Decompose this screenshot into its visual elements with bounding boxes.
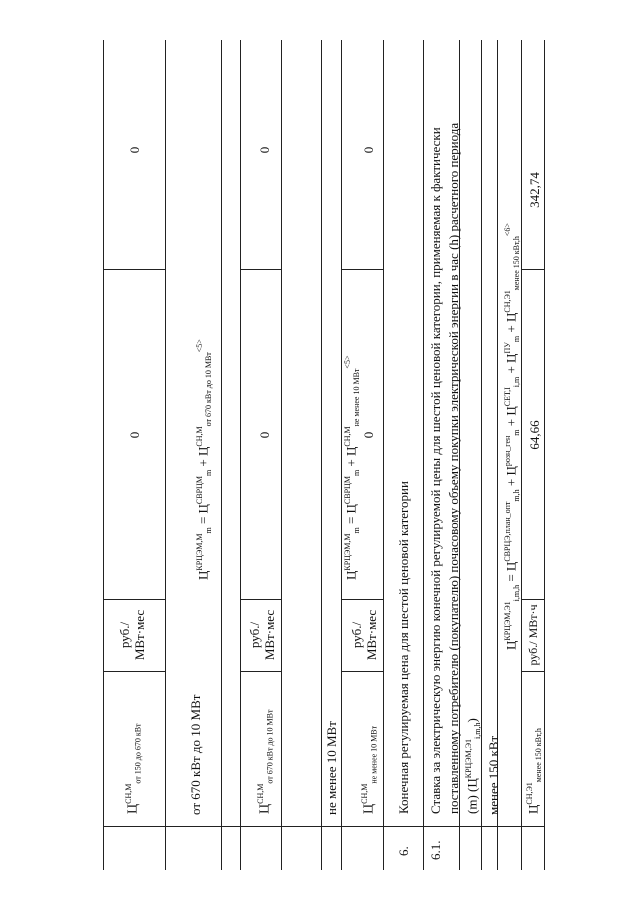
num-column-line — [103, 826, 544, 827]
row-line — [341, 40, 342, 870]
formula-670: $Ц^{КРЦЭМ,М}_m = Ц^{СВРЦМ}_m + Ц^{СН,М}_{от 670 кВт до 10 МВт}^{<5>}$ — [195, 339, 213, 580]
row-unit-cell: руб./ МВт·мес — [247, 609, 277, 661]
row-line — [165, 40, 166, 870]
row-value: 0 — [361, 431, 376, 439]
row-code-cell: $Ц^{СН,М}_{от 150 до 670 кВт}$ — [124, 723, 143, 814]
row-code-cell: $Ц^{СН,М}_{не менее 10 МВт}$ — [360, 725, 379, 814]
section-title: Конечная регулируемая цена для шестой ценовой категории — [396, 481, 411, 814]
row-value: 0 — [257, 431, 272, 439]
rotated-table-page — [85, 40, 545, 870]
code-column-line — [521, 671, 544, 672]
row-value: 64,66 — [527, 420, 542, 450]
section-text-line: Ставка за электрическую энергию конечной регулируемой цены для шестой ценовой категории, применяемая к фактически — [428, 127, 443, 814]
section-text-line-3: (m) $(Ц^{КРЦЭМ,Э1}_{i,m,h})$ — [464, 718, 482, 814]
table-border-top — [103, 40, 104, 870]
row-value-2: 0 — [361, 146, 376, 154]
band-label: менее 150 кВт — [486, 735, 501, 815]
row-line — [383, 40, 384, 870]
row-code-cell: $Ц^{СН,М}_{от 670 кВт до 10 МВт}$ — [256, 709, 275, 814]
row-value-2: 0 — [257, 146, 272, 154]
section-number: 6.1. — [428, 840, 443, 860]
formula-150: $Ц^{КРЦЭМ,Э1}_{i,m,h} = Ц^{СВРЦЭ,план\_опт}_{m,h} + Ц^{розн\_ген}_m + Ц^{СЕТ,I}_{i,m} + Ц^{ПУ}_m + Ц^{СН,Э1}_{менее 150 кВт,h}^{<6>}$ — [503, 223, 521, 650]
row-value-2: 0 — [127, 146, 142, 154]
value-column-line — [341, 269, 383, 270]
row-line — [281, 40, 282, 870]
table-border-bottom — [544, 40, 545, 870]
formula-10mw: $Ц^{КРЦЭМ,М}_m = Ц^{СВРЦМ}_m + Ц^{СН,М}_{не менее 10 МВт}^{<5>}$ — [343, 355, 361, 580]
code-column-line — [341, 671, 383, 672]
section-text-line: поставленному потребителю (покупателю) почасовому объему покупки электрической энергии в час (h) расчетного периода — [446, 122, 461, 814]
code-column-line — [240, 671, 281, 672]
row-unit-cell: руб./ МВт·мес — [349, 609, 379, 661]
row-code-cell: $Ц^{СН,Э1}_{менее 150 кВт,h}$ — [525, 728, 543, 814]
band-label: от 670 кВт до 10 МВт — [188, 694, 203, 815]
row-line — [423, 40, 424, 870]
band-label: не менее 10 МВт — [324, 721, 339, 815]
value-column-line — [240, 269, 281, 270]
section-number: 6. — [396, 846, 411, 856]
row-line — [321, 40, 322, 870]
row-unit-cell: руб./ МВт·мес — [117, 609, 147, 661]
row-unit-cell: руб./ МВт·ч — [526, 604, 540, 666]
row-line — [521, 40, 522, 870]
row-value: 0 — [127, 431, 142, 439]
code-column-line — [103, 671, 165, 672]
value-column-line — [103, 269, 165, 270]
row-value-2: 342,74 — [527, 172, 542, 208]
row-line — [240, 40, 241, 870]
row-line — [221, 40, 222, 870]
